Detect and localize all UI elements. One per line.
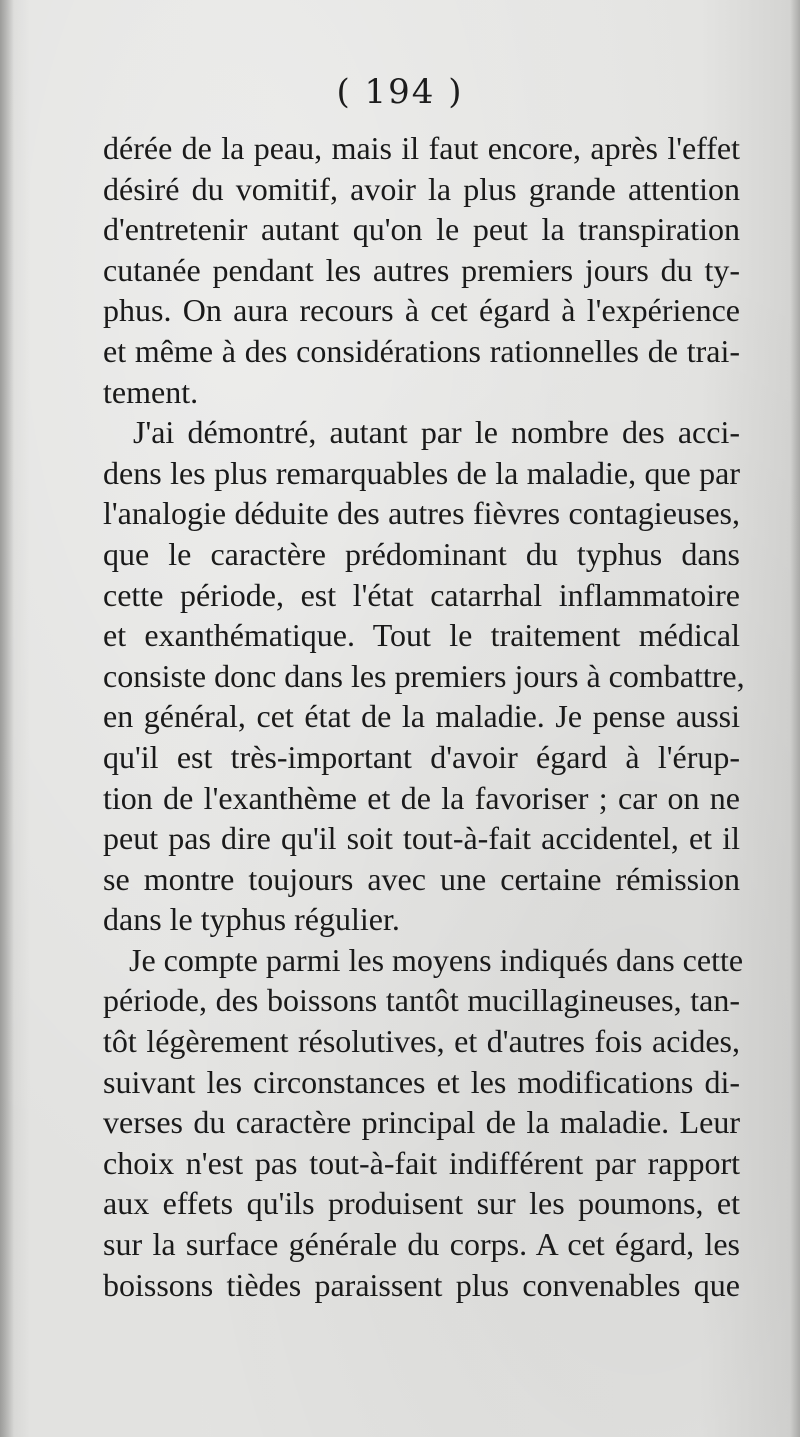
text-line: tôt légèrement résolutives, et d'autres fois acides,	[103, 1023, 740, 1060]
paragraph-3	[103, 940, 744, 1305]
text-line: consiste donc dans les premiers jours à combattre,	[103, 657, 745, 694]
text-line: l'analogie déduite des autres fièvres contagieuses,	[103, 495, 740, 532]
page-number: ( 194 )	[336, 72, 464, 112]
text-line: que le caractère prédominant du typhus dans	[103, 535, 740, 572]
text-line: tement.	[103, 373, 199, 410]
text-line: aux effets qu'ils produisent sur les poumons, et	[103, 1185, 740, 1222]
text-line: d'entretenir autant qu'on le peut la transpiration	[103, 211, 740, 248]
text-line: en général, cet état de la maladie. Je pense aussi	[103, 698, 740, 735]
text-line: choix n'est pas tout-à-fait indifférent par rapport	[103, 1144, 740, 1181]
text-line: et même à des considérations rationnelles de trai-	[103, 332, 740, 369]
text-line: et exanthématique. Tout le traitement médical	[103, 617, 740, 654]
text-line: désiré du vomitif, avoir la plus grande attention	[103, 170, 740, 207]
text-line: suivant les circonstances et les modifications di-	[103, 1063, 740, 1100]
paragraph-1	[103, 128, 740, 412]
text-line: peut pas dire qu'il soit tout-à-fait accidentel, et il	[103, 820, 740, 857]
text-line: se montre toujours avec une certaine rémission	[103, 860, 740, 897]
text-line: qu'il est très-important d'avoir égard à l'érup-	[103, 738, 740, 775]
text-line: Je compte parmi les moyens indiqués dans cette	[129, 941, 744, 978]
body-text	[103, 128, 745, 1305]
page-left-shadow	[0, 0, 14, 1437]
text-line: sur la surface générale du corps. A cet égard, les	[103, 1226, 740, 1263]
text-line: phus. On aura recours à cet égard à l'expérience	[103, 292, 740, 329]
text-line: dérée de la peau, mais il faut encore, après l'effet	[103, 130, 740, 166]
text-line: verses du caractère principal de la maladie. Leur	[103, 1104, 740, 1141]
text-line: cette période, est l'état catarrhal inflammatoire	[103, 576, 740, 613]
paragraph-2	[103, 412, 745, 940]
text-line: dans le typhus régulier.	[103, 901, 400, 938]
text-line: J'ai démontré, autant par le nombre des acci-	[133, 414, 740, 451]
text-line: tion de l'exanthème et de la favoriser ; car on ne	[103, 779, 740, 816]
text-line: boissons tièdes paraissent plus convenables que	[103, 1266, 740, 1303]
page-right-shadow	[790, 0, 800, 1437]
text-line: période, des boissons tantôt mucillagineuses, tan-	[103, 982, 740, 1019]
text-line: cutanée pendant les autres premiers jours du ty-	[103, 251, 740, 288]
text-line: dens les plus remarquables de la maladie, que par	[103, 454, 740, 491]
